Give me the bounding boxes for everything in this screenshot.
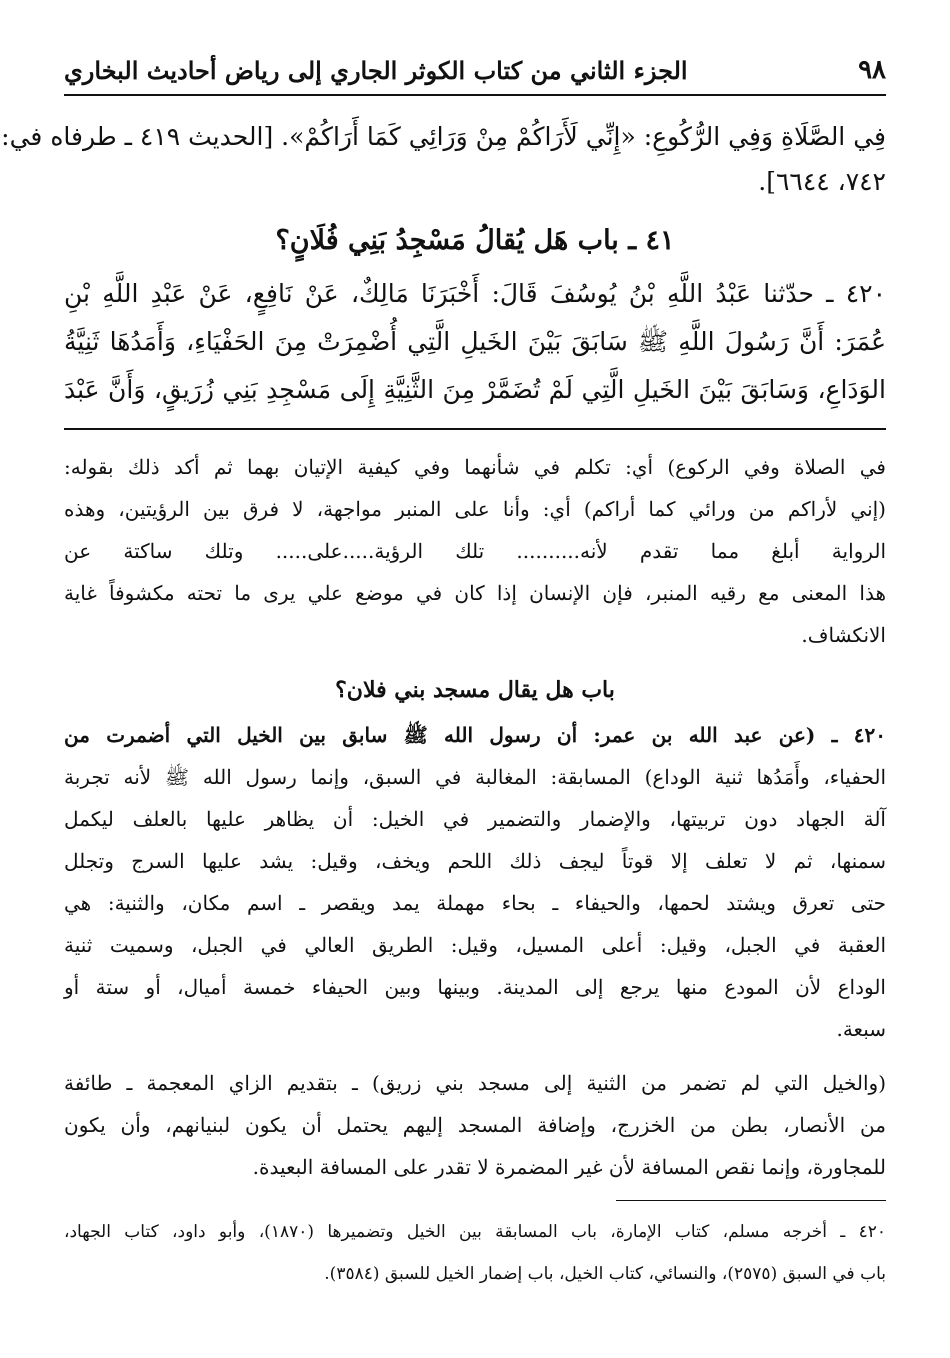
commentary-line: (والخيل التي لم تضمر من الثنية إلى مسجد بني زريق) ـ بتقديم الزاي المعجمة ـ طائفة [64, 1071, 886, 1095]
commentary-line: حتى تعرق ويشتد لحمها، والحيفاء ـ بحاء مهملة يمد ويقصر ـ اسم مكان، والثنية: هي [64, 891, 886, 915]
commentary-line: في الصلاة وفي الركوع) أي: تكلم في شأنهما وفي كيفية الإتيان بهما ثم أكد ذلك بقوله: [64, 455, 886, 479]
hadith-line: ٧٤٢، ٦٦٤٤]. [758, 167, 886, 196]
commentary-line: للمجاورة، وإنما نقص المسافة لأن غير المضمرة لا تقدر على المسافة البعيدة. [252, 1155, 886, 1179]
footnote-line: ٤٢٠ ـ أخرجه مسلم، كتاب الإمارة، باب المسابقة بين الخيل وتضميرها (١٨٧٠)، وأبو داود، كتاب الجهاد، [64, 1222, 886, 1242]
commentary-line: الحفياء، وأَمَدُها ثنية الوداع) المسابقة: المغالبة في السبق، وإنما رسول الله ﷺ لأنه تجربة [64, 765, 886, 789]
commentary-line: آلة الجهاد دون تربيتها، والإضمار والتضمير في الخيل: أن يظاهر عليها بالعلف ليكمل [64, 807, 886, 831]
hadith-line: فِي الصَّلَاةِ وَفِي الرُّكُوعِ: «إِنِّي لَأَرَاكُمْ مِنْ وَرَائِي كَمَا أَرَاكُمْ». [الحديث ٤١٩ ـ طرفاه في: [1, 122, 886, 151]
commentary-line: العقبة في الجبل، وقيل: أعلى المسيل، وقيل: الطريق العالي في الجبل، وسميت ثنية [64, 933, 886, 957]
footnote-line: باب في السبق (٢٥٧٥)، والنسائي، كتاب الخيل، باب إضمار الخيل للسبق (٣٥٨٤). [324, 1264, 886, 1284]
header-rule [64, 94, 886, 96]
hadith-420-line: الوَدَاعِ، وَسَابَقَ بَيْنَ الخَيلِ الَّتِي لَمْ تُضَمَّرْ مِنَ الثَّنِيَّةِ إِلَى مَسْجِدِ بَنِي زُرَيقٍ، وَأَنَّ عَبْدَ [64, 375, 886, 404]
hadith-420-line: ٤٢٠ ـ حدّثنا عَبْدُ اللَّهِ بْنُ يُوسُفَ قَالَ: أَخْبَرَنَا مَالِكٌ، عَنْ نَافِعٍ، عَنْ عَبْدِ اللَّهِ بْنِ [64, 279, 887, 308]
commentary-line: الرواية أبلغ مما تقدم لأنه.......... تلك الرؤية.....على..... وتلك ساكتة عن [64, 539, 886, 563]
commentary-line: ٤٢٠ ـ (عن عبد الله بن عمر: أن رسول الله ﷺ سابق بين الخيل التي أضمرت من [64, 723, 886, 747]
commentary-line: هذا المعنى مع رقيه المنبر، فإن الإنسان إذا كان في موضع علي يرى ما تحته مكشوفاً غاية [64, 581, 886, 605]
hadith-420-line: عُمَرَ: أَنَّ رَسُولَ اللَّهِ ﷺ سَابَقَ بَيْنَ الخَيلِ الَّتِي أُضْمِرَتْ مِنَ الحَفْيَاءِ، وَأَمَدُهَا ثَنِيَّةُ [64, 327, 886, 356]
commentary-line: الانكشاف. [801, 623, 886, 647]
commentary-line: الوداع لأن المودع منها يرجع إلى المدينة. وبينها وبين الحيفاء خمسة أميال، أو ستة أو [64, 975, 886, 999]
commentary-line: سبعة. [836, 1017, 886, 1041]
running-header [64, 50, 886, 90]
commentary-line: من الأنصار، بطن من الخزرج، وإضافة المسجد إليهم يحتمل أن يكون لبنيانهم، وأن يكون [64, 1113, 886, 1137]
book-page [1, 40, 887, 1340]
footnote-rule [616, 1200, 886, 1201]
chapter-heading: ٤١ ـ باب هَل يُقالُ مَسْجِدُ بَنِي فُلَانٍ؟ [275, 225, 675, 256]
commentary-line: سمنها، ثم لا تعلف إلا قوتاً ليجف ذلك اللحم ويخف، وقيل: يشد عليها السرج وتجلل [64, 849, 886, 873]
section-divider [64, 428, 886, 430]
commentary-line: (إني لأراكم من ورائي كما أراكم) أي: وأنا على المنبر مواجهة، لا فرق بين الرؤيتين، وهذه [64, 497, 886, 521]
commentary-sub-heading: باب هل يقال مسجد بني فلان؟ [335, 677, 615, 703]
page-number: ٩٨ [858, 55, 886, 85]
running-title: الجزء الثاني من كتاب الكوثر الجاري إلى رياض أحاديث البخاري [64, 55, 688, 85]
